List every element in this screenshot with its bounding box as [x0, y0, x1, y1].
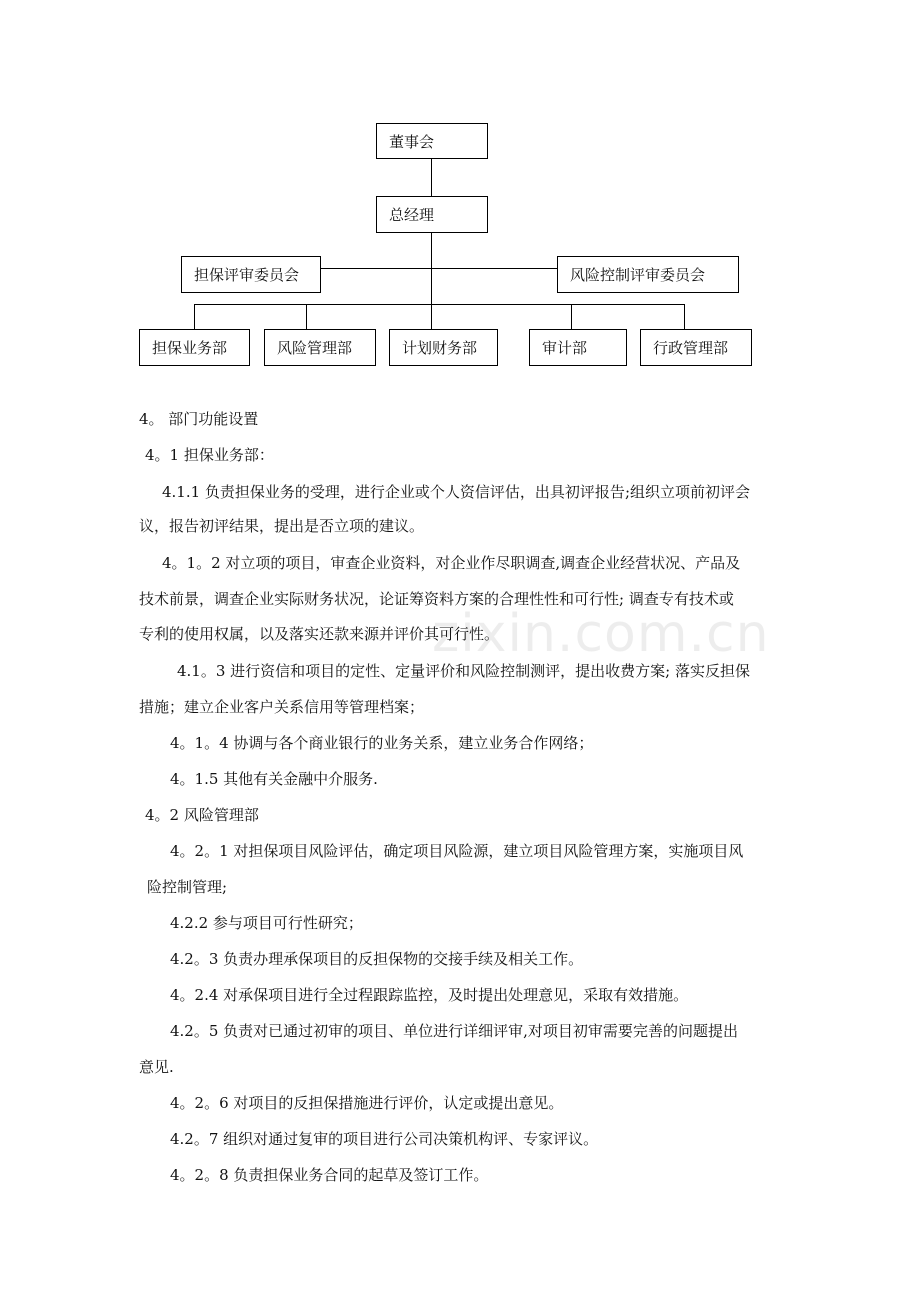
connector-dept-2	[306, 304, 307, 330]
dept-finance-box: 计划财务部	[389, 329, 498, 366]
connector-dept-bus	[194, 304, 685, 305]
paragraph-line: 险控制管理;	[147, 878, 228, 896]
connector-dept-4	[571, 304, 572, 330]
paragraph-line: 专利的使用权属，以及落实还款来源并评价其可行性。	[139, 625, 500, 643]
connector-dept-5	[684, 304, 685, 330]
subsection-heading: 4。2 风险管理部	[145, 806, 259, 824]
paragraph-line: 4.2。3 负责办理承保项目的反担保物的交接手续及相关工作。	[170, 950, 584, 968]
board-box: 董事会	[376, 123, 488, 159]
section-heading: 4。 部门功能设置	[139, 410, 259, 428]
paragraph-line: 4。2。6 对项目的反担保措施进行评价，认定或提出意见。	[170, 1094, 564, 1112]
paragraph-line: 意见.	[139, 1058, 174, 1076]
paragraph-line: 4。1。2 对立项的项目，审查企业资料，对企业作尽职调查,调查企业经营状况、产品及	[162, 554, 741, 572]
paragraph-line: 议，报告初评结果，提出是否立项的建议。	[139, 517, 425, 535]
connector-gm-trunk	[431, 232, 432, 330]
paragraph-line: 4。2。1 对担保项目风险评估，确定项目风险源，建立项目风险管理方案，实施项目风	[170, 842, 744, 860]
subsection-heading: 4。1 担保业务部：	[145, 446, 274, 464]
guarantee-committee-box: 担保评审委员会	[181, 256, 321, 293]
dept-admin-box: 行政管理部	[640, 329, 752, 366]
watermark: zixin.com.cn	[432, 604, 770, 664]
risk-committee-box: 风险控制评审委员会	[557, 256, 739, 293]
paragraph-line: 4。1。4 协调与各个商业银行的业务关系，建立业务合作网络；	[170, 734, 594, 752]
paragraph-line: 技术前景，调查企业实际财务状况，论证筹资料方案的合理性性和可行性; 调查专有技术或	[139, 590, 734, 608]
paragraph-line: 4.1。3 进行资信和项目的定性、定量评价和风险控制测评，提出收费方案; 落实反担保	[177, 662, 750, 680]
paragraph-line: 4。2。8 负责担保业务合同的起草及签订工作。	[170, 1166, 489, 1184]
paragraph-line: 4.1.1 负责担保业务的受理，进行企业或个人资信评估，出具初评报告;组织立项前初评会	[162, 483, 750, 501]
paragraph-line: 4.2.2 参与项目可行性研究；	[170, 914, 363, 932]
paragraph-line: 4。1.5 其他有关金融中介服务.	[170, 770, 378, 788]
dept-risk-management-box: 风险管理部	[264, 329, 376, 366]
dept-guarantee-business-box: 担保业务部	[139, 329, 250, 366]
general-manager-box: 总经理	[376, 196, 488, 233]
dept-audit-box: 审计部	[529, 329, 627, 366]
paragraph-line: 4.2。5 负责对已通过初审的项目、单位进行详细评审,对项目初审需要完善的问题提出	[170, 1022, 738, 1040]
connector-board-gm	[431, 158, 432, 196]
paragraph-line: 4.2。7 组织对通过复审的项目进行公司决策机构评、专家评议。	[170, 1130, 599, 1148]
org-chart	[0, 0, 920, 380]
paragraph-line: 4。2.4 对承保项目进行全过程跟踪监控，及时提出处理意见，采取有效措施。	[170, 986, 689, 1004]
connector-dept-1	[194, 304, 195, 330]
connector-committees	[320, 268, 558, 269]
paragraph-line: 措施；建立企业客户关系信用等管理档案；	[139, 698, 425, 716]
